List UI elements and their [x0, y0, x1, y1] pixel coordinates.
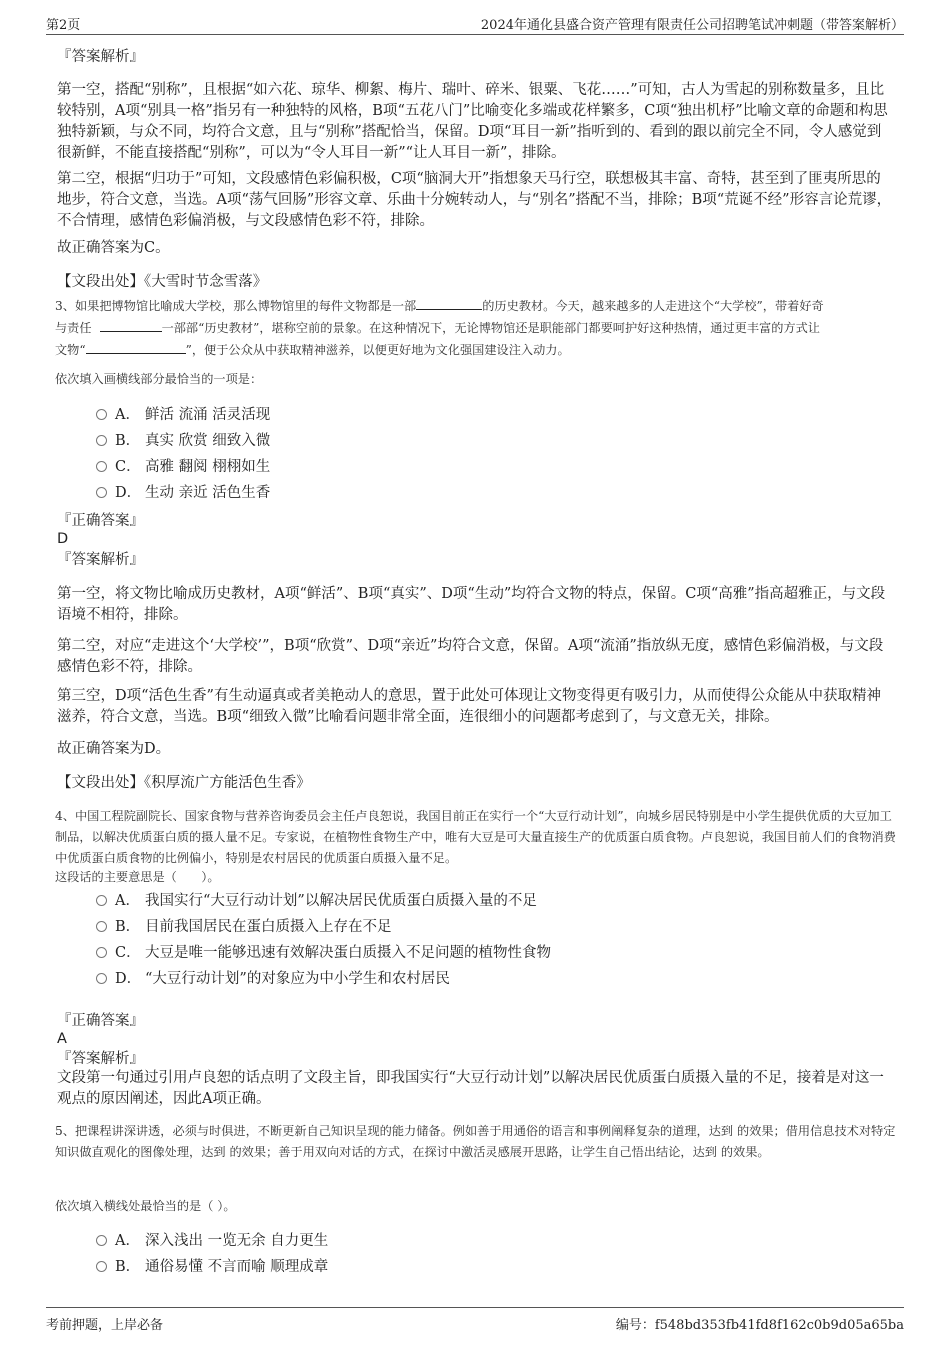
- option-text: “大豆行动计划”的对象应为中小学生和农村居民: [145, 971, 450, 987]
- option-letter: A．: [115, 893, 140, 909]
- source-title: 《大雪时节念雪落》: [144, 274, 268, 290]
- q2-analysis-p2: 第二空，根据“归功于”可知，文段感情色彩偏积极，C项“脑洞大开”指想象天马行空，联想极其丰富、奇特，甚至到了匪夷所思的地步，符合文意，当选。A项“荡气回肠”形容文章、乐曲十分婉转动人，与“别名”搭配不当，排除；B项“荒诞不经”形容言论荒谬，不合情理，感情色彩偏消极，与文段感情色彩不符，排除。: [57, 171, 892, 229]
- q3-stem-part: 一部部“历史教材”，堪称空前的景象。在这种情况下，无论博物馆还是职能部门都要呵护好这种热情，通过更丰富的方式让: [161, 321, 820, 335]
- radio-icon[interactable]: [96, 435, 107, 446]
- radio-icon[interactable]: [96, 1235, 107, 1246]
- q4-option-b[interactable]: [96, 916, 392, 938]
- radio-icon[interactable]: [96, 947, 107, 958]
- source-label: 【文段出处】: [57, 775, 144, 791]
- q5-option-b[interactable]: [96, 1256, 328, 1278]
- page-number: 第2页: [46, 18, 81, 33]
- q4-analysis: 文段第一句通过引用卢良恕的话点明了文段主旨，即我国实行“大豆行动计划”以解决居民优质蛋白质摄入量的不足，接着是对这一观点的原因阐述，因此A项正确。: [57, 1070, 884, 1107]
- q3-analysis-p3: 第三空，D项“活色生香”有生动逼真或者美艳动人的意思，置于此处可体现让文物变得更有吸引力，从而使得公众能从中获取精神滋养，符合文意，当选。B项“细致入微”比喻看问题非常全面，连很细小的问题都考虑到了，与文意无关，排除。: [57, 688, 881, 725]
- source-label: 【文段出处】: [57, 274, 144, 290]
- radio-icon[interactable]: [96, 921, 107, 932]
- q4-answer-label: 『正确答案』: [57, 1013, 144, 1029]
- option-text: 真实 欣赏 细致入微: [145, 433, 271, 449]
- option-letter: C．: [115, 945, 141, 961]
- q4-prompt: 这段话的主要意思是（ ）。: [55, 870, 220, 884]
- q4-option-a[interactable]: [96, 890, 537, 912]
- q3-prompt: 依次填入画横线部分最恰当的一项是：: [55, 372, 263, 386]
- option-letter: D．: [115, 971, 142, 987]
- blank-line: [416, 295, 482, 310]
- q2-source: [57, 272, 893, 293]
- page-footer: [46, 1307, 904, 1332]
- radio-icon[interactable]: [96, 1261, 107, 1272]
- blank-line: [86, 339, 186, 354]
- option-letter: D．: [115, 485, 142, 501]
- q5-option-a[interactable]: [96, 1230, 328, 1252]
- option-letter: B．: [115, 919, 141, 935]
- q3-analysis-label: 『答案解析』: [57, 552, 144, 568]
- q3-conclusion: 故正确答案为D。: [57, 741, 171, 757]
- document-id: 编号：f548bd353fb41fd8f162c0b9d05a65ba: [615, 1318, 904, 1333]
- q3-option-b[interactable]: [96, 430, 270, 452]
- q3-analysis-p2: 第二空，对应“走进这个‘大学校’”，B项“欣赏”、D项“亲近”均符合文意，保留。A项“流涌”指放纵无度，感情色彩偏消极，与文段感情色彩不符，排除。: [57, 638, 884, 675]
- q5-prompt: 依次填入横线处最恰当的是（ ）。: [55, 1199, 236, 1213]
- q3-option-a[interactable]: [96, 404, 270, 426]
- q2-conclusion: 故正确答案为C。: [57, 240, 170, 256]
- radio-icon[interactable]: [96, 487, 107, 498]
- q3-stem-part: 的历史教材。今天，越来越多的人走进这个“大学校”，带着好奇: [482, 299, 824, 313]
- option-text: 我国实行“大豆行动计划”以解决居民优质蛋白质摄入量的不足: [145, 893, 537, 909]
- option-letter: A．: [115, 407, 140, 423]
- option-text: 通俗易懂 不言而喻 顺理成章: [145, 1259, 329, 1275]
- q3-answer: D: [57, 531, 69, 547]
- source-title: 《积厚流广方能活色生香》: [144, 775, 311, 791]
- q4-stem: 4、中国工程院副院长、国家食物与营养咨询委员会主任卢良恕说，我国目前正在实行一个“大豆行动计划”，向城乡居民特别是中小学生提供优质的大豆加工制品，以解决优质蛋白质的摄人量不足。专家说，在植物性食物生产中，唯有大豆是可大量直接生产的优质蛋白质食物。卢良恕说，我国目前人们的食物消费中优质蛋白质食物的比例偏小，特别是农村居民的优质蛋白质摄入量不足。: [55, 809, 896, 865]
- q3-analysis-p1: 第一空，将文物比喻成历史教材，A项“鲜活”、B项“真实”、D项“生动”均符合文物的特点，保留。C项“高雅”指高超雅正，与文段语境不相符，排除。: [57, 586, 886, 623]
- blank-line: [100, 317, 162, 332]
- q4-option-d[interactable]: [96, 968, 450, 990]
- q4-answer: A: [57, 1031, 67, 1047]
- option-text: 高雅 翻阅 栩栩如生: [145, 459, 271, 475]
- q3-option-d[interactable]: [96, 482, 270, 504]
- q3-option-c[interactable]: [96, 456, 270, 478]
- radio-icon[interactable]: [96, 461, 107, 472]
- footer-slogan: 考前押题，上岸必备: [46, 1318, 164, 1333]
- q3-stem-part: 与责任: [55, 321, 92, 335]
- q4-option-c[interactable]: [96, 942, 551, 964]
- radio-icon[interactable]: [96, 409, 107, 420]
- option-text: 目前我国居民在蛋白质摄入上存在不足: [145, 919, 392, 935]
- q3-answer-label: 『正确答案』: [57, 513, 144, 529]
- q3-stem: [55, 295, 897, 361]
- option-text: 大豆是唯一能够迅速有效解决蛋白质摄入不足问题的植物性食物: [145, 945, 551, 961]
- option-text: 深入浅出 一览无余 自力更生: [145, 1233, 329, 1249]
- q4-analysis-label: 『答案解析』: [57, 1051, 144, 1067]
- q2-analysis-p1: 第一空，搭配“别称”，且根据“如六花、琼华、柳絮、梅片、瑞叶、碎米、银粟、飞花……”可知，古人为雪起的别称数量多，且比较特别，A项“别具一格”指另有一种独特的风格，B项“五花八门”比喻变化多端或花样繁多，C项“独出机杼”比喻文章的命题和构思独特新颖，与众不同，均符合文意，且与“别称”搭配恰当，保留。D项“耳目一新”指听到的、看到的跟以前完全不同，令人感觉到很新鲜，不能直接搭配“别称”，可以为“令人耳目一新”“让人耳目一新”，排除。: [57, 82, 888, 161]
- radio-icon[interactable]: [96, 973, 107, 984]
- q3-stem-part: 3、如果把博物馆比喻成大学校，那么博物馆里的每件文物都是一部: [55, 299, 417, 313]
- option-text: 生动 亲近 活色生香: [145, 485, 271, 501]
- q2-analysis-label: 『答案解析』: [57, 49, 144, 65]
- document-title: 2024年通化县盛合资产管理有限责任公司招聘笔试冲刺题（带答案解析）: [480, 18, 904, 33]
- q3-stem-part: ”，便于公众从中获取精神滋养，以便更好地为文化强国建设注入动力。: [185, 343, 570, 357]
- q3-source: [57, 773, 893, 794]
- option-letter: A．: [115, 1233, 140, 1249]
- radio-icon[interactable]: [96, 895, 107, 906]
- page-header: [46, 12, 904, 35]
- option-letter: B．: [115, 433, 141, 449]
- q3-stem-part: 文物“: [55, 343, 86, 357]
- option-letter: C．: [115, 459, 141, 475]
- option-text: 鲜活 流涌 活灵活现: [145, 407, 271, 423]
- q5-stem: 5、把课程讲深讲透，必须与时俱进，不断更新自己知识呈现的能力储备。例如善于用通俗的语言和事例阐释复杂的道理，达到 的效果；借用信息技术对特定知识做直观化的图像处理，达到 的效果；善于用双向对话的方式，在探讨中激活灵感展开思路，让学生自己悟出结论，达到 的效果。: [55, 1124, 896, 1159]
- option-letter: B．: [115, 1259, 141, 1275]
